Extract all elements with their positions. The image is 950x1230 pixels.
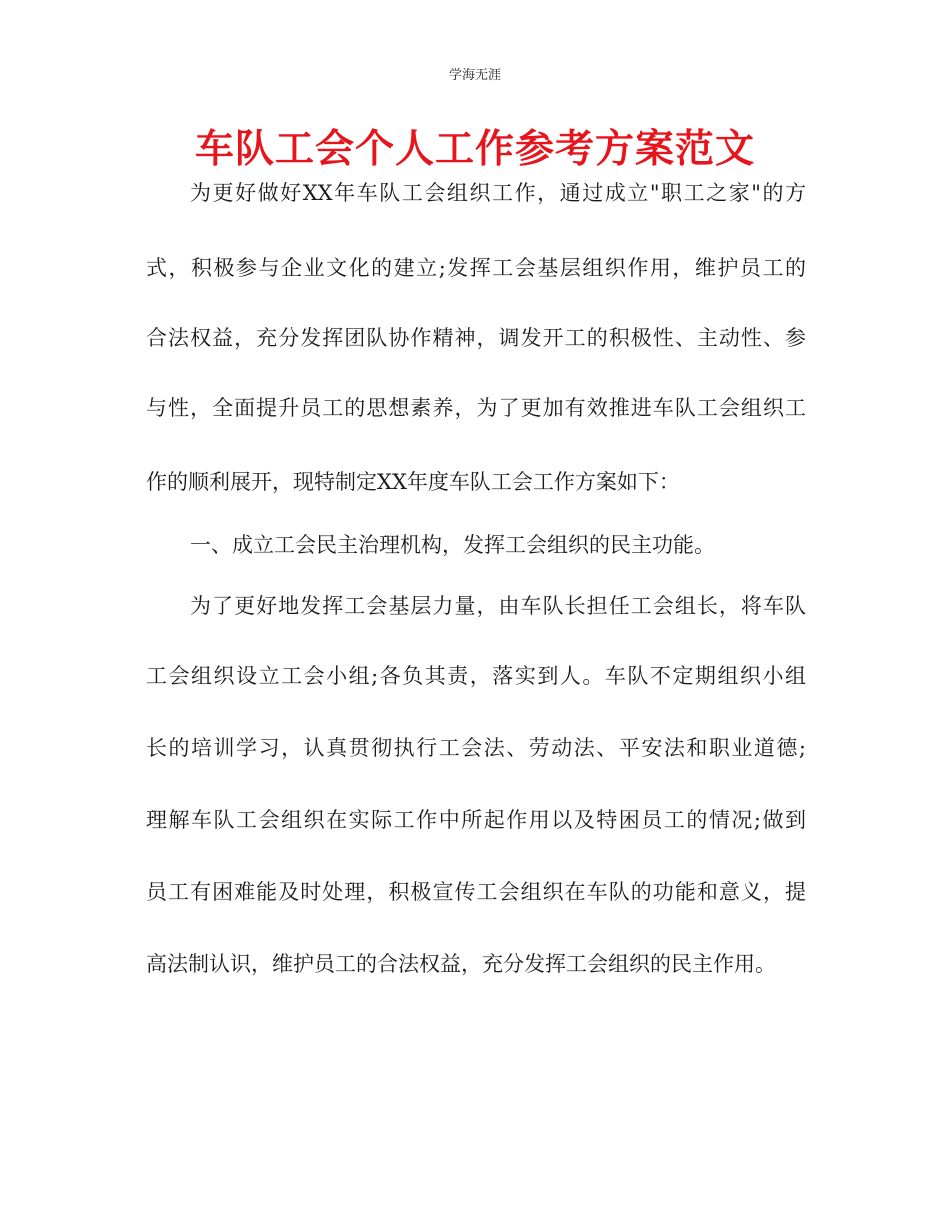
paragraph-line: 与性，全面提升员工的思想素养，为了更加有效推进车队工会组织工 bbox=[146, 396, 806, 420]
paragraph-line: 为更好做好XX年车队工会组织工作，通过成立"职工之家"的方 bbox=[190, 181, 806, 205]
paragraph-line: 高法制认识，维护员工的合法权益，充分发挥工会组织的民主作用。 bbox=[146, 952, 776, 976]
paragraph-line: 长的培训学习，认真贯彻执行工会法、劳动法、平安法和职业道德; bbox=[146, 736, 806, 760]
section-heading: 一、成立工会民主治理机构，发挥工会组织的民主功能。 bbox=[190, 533, 715, 557]
page-header: 学海无涯 bbox=[448, 68, 501, 83]
paragraph-line: 式，积极参与企业文化的建立;发挥工会基层组织作用，维护员工的 bbox=[146, 256, 806, 280]
paragraph-line: 合法权益，充分发挥团队协作精神，调发开工的积极性、主动性、参 bbox=[146, 326, 806, 350]
paragraph-line: 员工有困难能及时处理，积极宣传工会组织在车队的功能和意义，提 bbox=[146, 880, 806, 904]
document-title: 车队工会个人工作参考方案范文 bbox=[194, 127, 755, 172]
paragraph-line: 理解车队工会组织在实际工作中所起作用以及特困员工的情况;做到 bbox=[146, 808, 806, 832]
paragraph-line: 作的顺利展开，现特制定XX年度车队工会工作方案如下： bbox=[146, 470, 680, 494]
paragraph-line: 为了更好地发挥工会基层力量，由车队长担任工会组长，将车队 bbox=[190, 594, 806, 618]
paragraph-line: 工会组织设立工会小组;各负其责，落实到人。车队不定期组织小组 bbox=[146, 664, 806, 688]
